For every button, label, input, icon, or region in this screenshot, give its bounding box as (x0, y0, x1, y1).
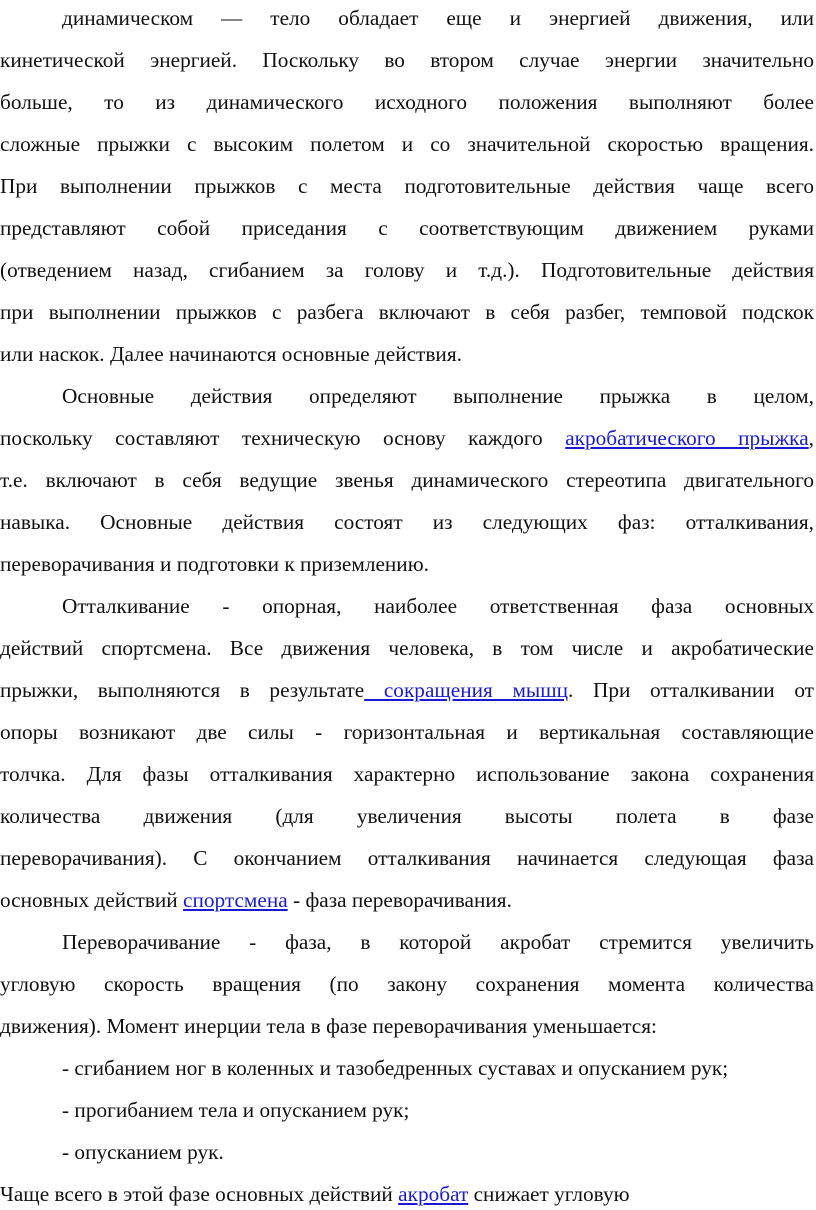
text-span: - фаза переворачивания. (287, 888, 512, 912)
text-line: действий спортсмена. Все движения человека, в том числе и акробатические (0, 636, 814, 660)
acrobat-link[interactable]: акробат (398, 1182, 469, 1206)
text-span: . При отталкивании от (568, 678, 814, 702)
text-span: , (808, 426, 814, 450)
athlete-link[interactable]: спортсмена (183, 888, 288, 912)
text-span: основных действий (0, 888, 184, 912)
acrobatic-jump-link[interactable]: акробатического прыжка (565, 426, 809, 450)
text-line: переворачивания и подготовки к приземлению. (0, 552, 429, 576)
text-line: навыка. Основные действия состоят из следующих фаз: отталкивания, (0, 510, 814, 534)
muscle-contraction-link[interactable]: сокращения мышц (364, 678, 569, 702)
text-line: (отведением назад, сгибанием за голову и т.д.). Подготовительные действия (0, 258, 814, 282)
text-line: количества движения (для увеличения высоты полета в фазе (0, 804, 814, 828)
list-item: - сгибанием ног в коленных и тазобедренных суставах и опусканием рук; (62, 1056, 729, 1080)
paragraph-start-line: Основные действия определяют выполнение прыжка в целом, (62, 384, 814, 408)
list-item: - опусканием рук. (62, 1140, 224, 1164)
text-line: представляют собой приседания с соответствующим движением руками (0, 216, 814, 240)
text-span: Чаще всего в этой фазе основных действий (0, 1182, 399, 1206)
text-line: опоры возникают две силы - горизонтальная и вертикальная составляющие (0, 720, 814, 744)
text-line: кинетической энергией. Поскольку во втором случае энергии значительно (0, 48, 814, 72)
text-span: прыжки, выполняются в результате (0, 678, 365, 702)
text-line-with-link (0, 1179, 814, 1209)
text-line: больше, то из динамического исходного положения выполняют более (0, 90, 814, 114)
text-line: т.е. включают в себя ведущие звенья динамического стереотипа двигательного (0, 468, 814, 492)
text-span: поскольку составляют техническую основу каждого (0, 426, 566, 450)
paragraph-start-line: Переворачивание - фаза, в которой акробат стремится увеличить (62, 930, 814, 954)
text-line: при выполнении прыжков с разбега включают в себя разбег, темповой подскок (0, 300, 814, 324)
text-line: При выполнении прыжков с места подготовительные действия чаще всего (0, 174, 814, 198)
text-line-with-link (0, 675, 814, 705)
text-line-with-link (0, 423, 814, 453)
text-line: движения). Момент инерции тела в фазе переворачивания уменьшается: (0, 1014, 657, 1038)
text-line: или наскок. Далее начинаются основные действия. (0, 342, 462, 366)
text-line: сложные прыжки с высоким полетом и со значительной скоростью вращения. (0, 132, 814, 156)
text-line-with-link (0, 885, 814, 915)
text-span: снижает угловую (468, 1182, 630, 1206)
text-line: переворачивания). С окончанием отталкивания начинается следующая фаза (0, 846, 814, 870)
text-line: угловую скорость вращения (по закону сохранения момента количества (0, 972, 814, 996)
paragraph-start-line: Отталкивание - опорная, наиболее ответственная фаза основных (62, 594, 814, 618)
list-item: - прогибанием тела и опусканием рук; (62, 1098, 410, 1122)
text-line: динамическом — тело обладает еще и энергией движения, или (62, 6, 814, 30)
text-line: толчка. Для фазы отталкивания характерно использование закона сохранения (0, 762, 814, 786)
